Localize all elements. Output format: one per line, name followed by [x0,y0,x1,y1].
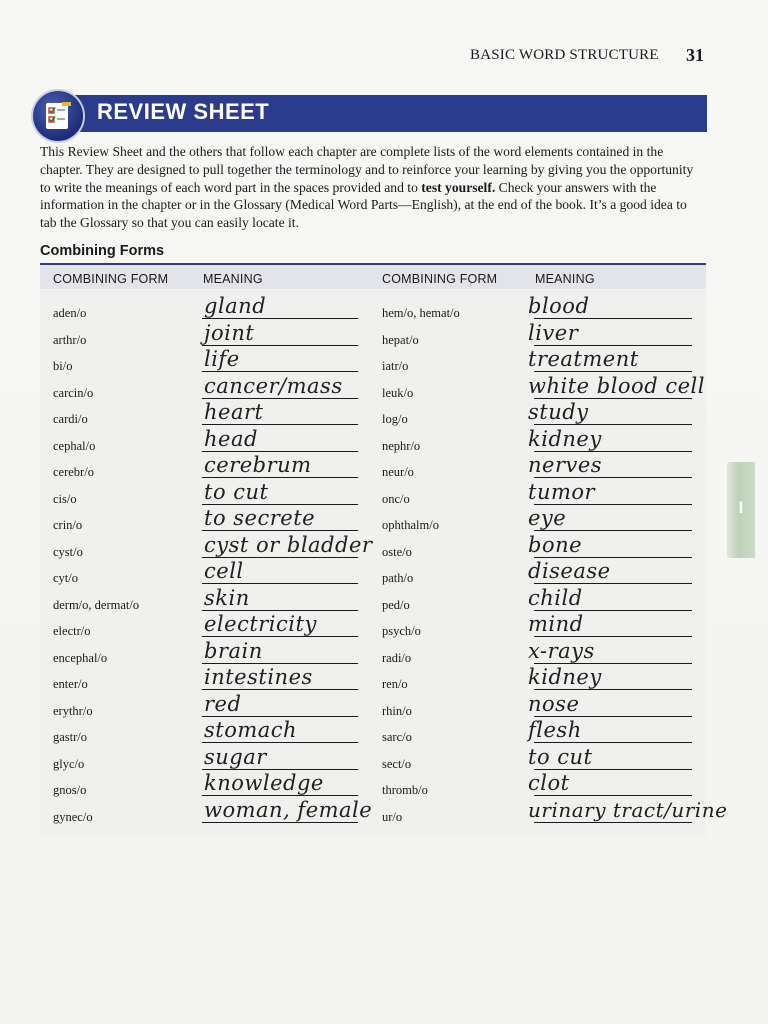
combining-form: bi/o [53,359,73,373]
table-row [382,455,712,482]
intro-bold: test yourself. [421,179,496,195]
combining-form: aden/o [53,306,87,320]
combining-form: iatr/o [382,359,409,373]
answer-line[interactable] [534,769,692,770]
answer-line[interactable] [202,663,358,664]
intro-paragraph [40,143,705,232]
checklist-icon [33,91,83,141]
handwritten-meaning: head [204,426,258,451]
col-header-form-left: COMBINING FORM [53,272,169,286]
table-row [40,455,370,482]
answer-line[interactable] [202,451,358,452]
combining-form: carcin/o [53,385,94,400]
table-row [382,585,712,615]
table-row [40,691,370,721]
combining-form: derm/o, dermat/o [53,597,140,612]
answer-line[interactable] [202,530,358,531]
handwritten-meaning: to cut [204,479,269,504]
table-row [382,773,712,800]
table-row [40,638,370,668]
answer-line[interactable] [202,689,358,690]
answer-line[interactable] [202,371,358,372]
table-row [382,532,712,562]
answer-line[interactable] [202,583,358,584]
table-row [40,349,370,376]
combining-form: electr/o [53,624,91,638]
answer-line[interactable] [534,345,692,346]
handwritten-meaning: x-rays [528,638,595,663]
table-row [40,296,370,323]
combining-form: erythr/o [53,703,93,718]
table-row [40,508,370,535]
handwritten-meaning: to secrete [204,506,316,530]
answer-line[interactable] [534,530,692,531]
table-row [382,691,712,721]
combining-form: rhin/o [382,703,412,718]
answer-line[interactable] [202,822,358,823]
handwritten-meaning: cell [204,559,244,583]
combining-form: leuk/o [382,385,414,400]
combining-form: cardi/o [53,412,88,426]
intro-text-2: Check your answers with the information in the chapter or in the Glossary (Medical Word Parts—English), at the end of the book. It’s a good idea to tab the Glossary so that you can easily locate it. [40,179,687,231]
combining-form: sarc/o [382,730,412,744]
combining-form: log/o [382,412,408,426]
handwritten-meaning: kidney [528,665,602,689]
handwritten-meaning: life [204,347,240,371]
answer-line[interactable] [202,610,358,611]
handwritten-meaning: joint [204,320,255,345]
combining-form: gynec/o [53,809,93,824]
combining-form: cis/o [53,491,77,506]
handwritten-meaning: electricity [204,612,317,636]
combining-form: crin/o [53,518,83,532]
combining-form: hepat/o [382,332,419,347]
combining-form: nephr/o [382,438,421,453]
handwritten-meaning: child [528,585,583,610]
handwritten-meaning: flesh [528,718,582,742]
combining-form: oste/o [382,544,412,559]
answer-line[interactable] [202,318,358,319]
col-header-meaning-right: MEANING [535,272,595,286]
table-row [40,720,370,747]
combining-form: onc/o [382,491,410,506]
combining-form: thromb/o [382,783,428,797]
answer-line[interactable] [534,424,692,425]
table-row [40,479,370,509]
chapter-thumb-tab [727,462,755,558]
handwritten-meaning: disease [528,559,611,583]
answer-line[interactable] [534,795,692,796]
combining-form: cyt/o [53,571,78,585]
combining-form: gastr/o [53,730,88,744]
handwritten-meaning: nose [528,691,580,716]
answer-line[interactable] [534,610,692,611]
answer-line[interactable] [534,636,692,637]
table-row [382,797,728,827]
table-row [382,426,712,456]
answer-line[interactable] [534,477,692,478]
answer-line[interactable] [202,424,358,425]
table-row [382,720,712,747]
handwritten-meaning: stomach [204,718,298,742]
handwritten-meaning: to cut [528,744,593,769]
table-row [382,320,712,350]
combining-form: encephal/o [53,650,108,665]
handwritten-meaning: liver [528,320,579,345]
table-row [40,773,370,800]
combining-form: gnos/o [53,783,87,797]
answer-line[interactable] [534,557,692,558]
handwritten-meaning: gland [204,294,267,318]
handwritten-meaning: study [528,400,589,424]
answer-line[interactable] [534,398,692,399]
handwritten-meaning: red [204,691,242,716]
handwritten-meaning: brain [204,638,263,663]
table-row [40,373,370,403]
answer-line[interactable] [534,742,692,743]
col-header-meaning-left: MEANING [203,272,263,286]
page-number: 31 [686,45,704,65]
table-row [40,426,370,456]
section-heading: Combining Forms [40,243,165,259]
table-row [382,479,712,509]
combining-form: cephal/o [53,438,96,453]
table-row [382,667,712,694]
handwritten-meaning: heart [204,400,264,424]
answer-line[interactable] [534,689,692,690]
answer-line[interactable] [202,742,358,743]
combining-form: cyst/o [53,544,83,559]
answer-line[interactable] [534,663,692,664]
answer-line[interactable] [534,371,692,372]
answer-line[interactable] [202,477,358,478]
table-row [382,508,712,535]
banner-title: REVIEW SHEET [97,99,270,124]
combining-form: psych/o [382,624,421,638]
handwritten-meaning: bone [528,532,583,557]
combining-form: cerebr/o [53,465,94,479]
handwritten-meaning: cancer/mass [204,373,343,398]
answer-line[interactable] [202,795,358,796]
handwritten-meaning: tumor [528,479,596,504]
answer-line[interactable] [202,557,358,558]
table-row [382,373,712,403]
table-row [382,296,712,323]
combining-form: sect/o [382,756,412,771]
running-head: BASIC WORD STRUCTURE [470,47,659,63]
answer-line[interactable] [202,716,358,717]
combining-form: ren/o [382,677,408,691]
table-row [40,402,370,429]
combining-form: neur/o [382,465,414,479]
table-row [40,614,370,641]
table-row [40,585,370,615]
table-row [40,744,370,774]
intro-text-1: This Review Sheet and the others that follow each chapter are complete lists of the word elements contained in the chapter. They are designed to pull together the terminology and to reinforce your learning by giving you the opportunity to write the meanings of each word part in the spaces provided and to [40,144,694,195]
answer-line[interactable] [534,504,692,505]
table-row [40,561,370,588]
table-row [382,744,712,774]
combining-form: path/o [382,571,414,585]
answer-line[interactable] [202,504,358,505]
answer-line[interactable] [202,636,358,637]
table-row [382,614,712,641]
handwritten-meaning: treatment [528,347,639,371]
table-row [382,349,712,376]
handwritten-meaning: knowledge [204,771,324,795]
col-header-form-right: COMBINING FORM [382,272,498,286]
handwritten-meaning: woman, female [204,797,373,822]
handwritten-meaning: eye [528,506,567,530]
answer-line[interactable] [534,822,692,823]
handwritten-meaning: white blood cell [528,373,705,398]
table-row [40,797,373,827]
handwritten-meaning: intestines [204,665,313,689]
answer-line[interactable] [202,398,358,399]
answer-line[interactable] [202,769,358,770]
table-row [40,532,373,562]
combining-form: ophthalm/o [382,518,439,532]
combining-form: hem/o, hemat/o [382,306,460,320]
table-row [40,667,370,694]
table-row [382,638,712,668]
combining-form: arthr/o [53,332,87,347]
combining-form: enter/o [53,677,88,691]
combining-form: ur/o [382,809,403,824]
table-row [382,402,712,429]
combining-form: radi/o [382,650,412,665]
handwritten-meaning: blood [528,294,590,318]
handwritten-meaning: kidney [528,426,602,451]
handwritten-meaning: cyst or bladder [204,532,373,557]
combining-form: ped/o [382,597,410,612]
table-row [382,561,712,588]
handwritten-meaning: sugar [204,744,267,769]
handwritten-meaning: nerves [528,453,603,477]
combining-form: glyc/o [53,756,85,771]
handwritten-meaning: urinary tract/urine [528,797,728,822]
table-row [40,320,370,350]
handwritten-meaning: skin [204,585,250,610]
answer-line[interactable] [534,583,692,584]
thumb-tab-label: I [738,498,744,517]
handwritten-meaning: cerebrum [204,453,312,477]
answer-line[interactable] [534,451,692,452]
handwritten-meaning: clot [528,771,570,795]
answer-line[interactable] [202,345,358,346]
answer-line[interactable] [534,716,692,717]
handwritten-meaning: mind [528,612,584,636]
answer-line[interactable] [534,318,692,319]
